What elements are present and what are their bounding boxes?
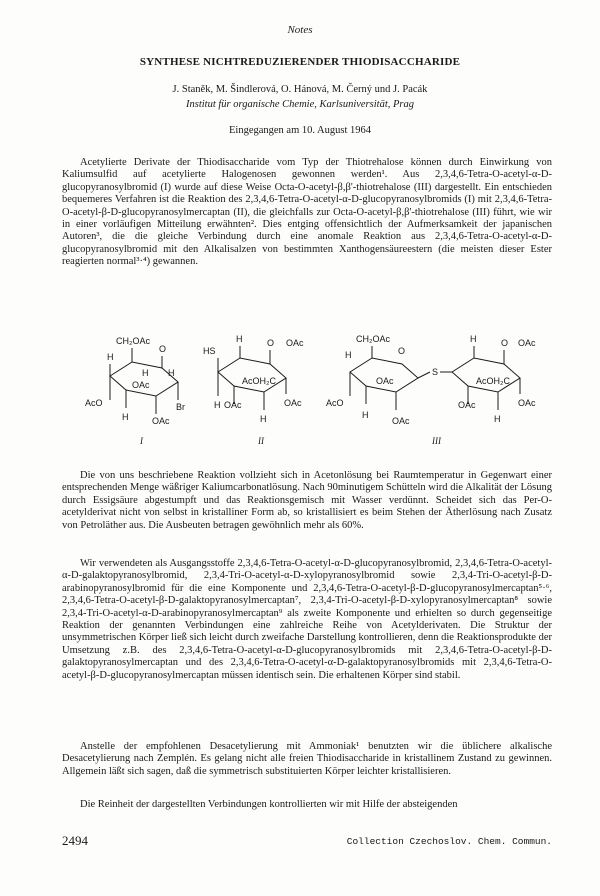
- journal-name: Collection Czechoslov. Chem. Commun.: [346, 836, 552, 847]
- article-authors: J. Staněk, M. Šindlerová, O. Hánová, M. Černý und J. Pacák: [172, 84, 428, 95]
- label-I-ch2: CH₂OAc: [116, 336, 150, 346]
- label-II-h3: H: [260, 414, 267, 424]
- label-III-acoh2c: AcOH₂C: [476, 376, 510, 386]
- label-III-h2: H: [362, 410, 369, 420]
- label-I-aco: AcO: [85, 398, 103, 408]
- article-title: SYNTHESE NICHTREDUZIERENDER THIODISACCHARIDE: [139, 56, 461, 68]
- label-III-oac3: OAc: [518, 338, 536, 348]
- section-header: Notes: [287, 24, 313, 36]
- label-III-h4: H: [494, 414, 501, 424]
- label-III-o2: O: [501, 338, 509, 348]
- paragraph-2: Die von uns beschriebene Reaktion vollzieht sich in Acetonlösung bei Raumtemperatur in Gegenwart einer entsprechenden Menge wäßriger Kaliumcarbonatlösung. Nach 90minutigem Schütteln wird die Alkalität der Lösung durch Essigsäure abgestumpft und das Reaktionsgemisch mit Wasser verdünnt. Scheidet sich das Per-O-acetylderivat nicht von selbst in kristalliner Form ab, so kristallisiert es beim Stehen der Ätherlösung nach Zusatz von Petroläther aus. Die Ausbeuten betragen gewöhnlich mehr als 60%.: [62, 470, 552, 531]
- label-I-h4: H: [168, 368, 175, 378]
- label-I-br: Br: [176, 402, 185, 412]
- label-III-h3: H: [470, 334, 477, 344]
- label-III-oac2: OAc: [392, 416, 410, 426]
- label-I-oac2: OAc: [152, 416, 170, 426]
- label-I-h3: H: [122, 412, 129, 422]
- label-II-h2: H: [214, 400, 221, 410]
- label-II-acoh2c: AcOH₂C: [242, 376, 276, 386]
- label-III: III: [432, 436, 441, 446]
- label-III-aco: AcO: [326, 398, 344, 408]
- label-II-o: O: [267, 338, 275, 348]
- label-II-hs: HS: [203, 346, 216, 356]
- label-III-h1: H: [345, 350, 352, 360]
- label-III-oac5: OAc: [518, 398, 536, 408]
- paragraph-5: Die Reinheit der dargestellten Verbindungen kontrollierten wir mit Hilfe der absteigenden: [80, 799, 458, 810]
- structural-formulas: [80, 328, 550, 450]
- label-III-oac4: OAc: [458, 400, 476, 410]
- label-II: II: [258, 436, 264, 446]
- ring-II: [218, 358, 286, 392]
- paragraph-1: Acetylierte Derivate der Thiodisaccharide vom Typ der Thiotrehalose können durch Einwirkung von Kaliumsulfid auf acetylierte Halogenosen gewonnen werden¹. Aus 2,3,4,6-Tetra-O-acetyl-α-D-glucopyranosylbromid (I) wurde auf diese Weise Octa-O-acetyl-β,β'-thiotrehalose (III) dargestellt. Ein entschieden bequemeres Verfahren ist die Reaktion des 2,3,4,6-Tetra-O-acetyl-α-D-glucopyranosylbromids (I) mit 2,3,4,6-Tetra-O-acetyl-β-D-glucopyranosylmercaptan (II), die gleichfalls zur Octa-O-acetyl-β,β'-thiotrehalose (III) führt, wie wir in einer vorläufigen Mitteilung erwähnten². Dies entging offensichtlich der Aufmerksamkeit der japanischen Autoren³, die die gleiche Verbindung durch eine anomale Reaktion aus 2,3,4,6-Tetra-O-acetyl-α-D-glucopyranosylbromid mit den Alkalisalzen von bestimmten Xanthogensäureestern (die meisten dieser Ester reagierten normal³·⁴) gewannen.: [62, 157, 552, 268]
- label-II-h1: H: [236, 334, 243, 344]
- label-III-s: S: [432, 367, 439, 377]
- ring-III-left: [350, 358, 418, 392]
- ring-III-right: [452, 358, 520, 392]
- label-II-oac2: OAc: [224, 400, 242, 410]
- label-III-oac1: OAc: [376, 376, 394, 386]
- structures-svg: [80, 328, 550, 450]
- paragraph-3: Wir verwendeten als Ausgangsstoffe 2,3,4,6-Tetra-O-acetyl-α-D-glucopyranosylbromid, 2,3,4,6-Tetra-O-acetyl-α-D-galaktopyranosylbromid, 2,3,4-Tri-O-acetyl-α-D-xylopyranosylbromid sowie 2,3,4-Tri-O-acetyl-β-D-arabinopyranosylbromid für die eine Komponente und 2,3,4,6-Tetra-O-acetyl-β-D-glucopyranosylmercaptan⁵·⁶, 2,3,4,6-Tetra-O-acetyl-β-D-galaktopyranosylmercaptan⁷, 2,3,4-Tri-O-acetyl-β-D-xylopyranosylmercaptan⁸ sowie 2,3,4-Tri-O-acetyl-α-D-arabinopyranosylmercaptan⁹ als zweite Komponente und erhielten so durch gegenseitige Reaktion der genannten Verbindungen eine zahlreiche Reihe von Acetylderivaten. Die Struktur der unsymmetrischen Körper ließ sich leicht durch zweifache Darstellung kontrollieren, denn die Reaktionsprodukte der Umsetzung z.B. des 2,3,4,6-Tetra-O-acetyl-α-D-glucopyranosylbromids mit 2,3,4,6-Tetra-O-acetyl-β-D-galaktopyranosylmercaptan und des 2,3,4,6-Tetra-O-acetyl-α-D-galaktopyranosylbromids mit 2,3,4,6-Tetra-O-acetyl-β-D-glucopyranosylmercaptan müssen identisch sein. Die erhaltenen Körper sind stabil.: [62, 558, 552, 681]
- page-number: 2494: [62, 833, 88, 848]
- paragraph-4: Anstelle der empfohlenen Desacetylierung mit Ammoniak¹ benutzten wir die üblichere alkalische Desacetylierung nach Zemplén. Es gelang nicht alle freien Thiodisaccharide in kristallinem Zustand zu gewinnen. Allgemein läßt sich sagen, daß die symmetrisch substituierten Körper leichter kristallisieren.: [62, 741, 552, 777]
- label-III-o1: O: [398, 346, 406, 356]
- article-affiliation: Institut für organische Chemie, Karlsuniversität, Prag: [186, 99, 414, 110]
- label-III-ch2: CH₂OAc: [356, 334, 390, 344]
- label-I: I: [140, 436, 143, 446]
- label-II-oac1: OAc: [286, 338, 304, 348]
- label-I-oac1: OAc: [132, 380, 150, 390]
- label-I-h1: H: [107, 352, 114, 362]
- label-II-oac3: OAc: [284, 398, 302, 408]
- label-I-h2: H: [142, 368, 149, 378]
- label-I-o: O: [159, 344, 167, 354]
- received-date: Eingegangen am 10. August 1964: [228, 125, 372, 136]
